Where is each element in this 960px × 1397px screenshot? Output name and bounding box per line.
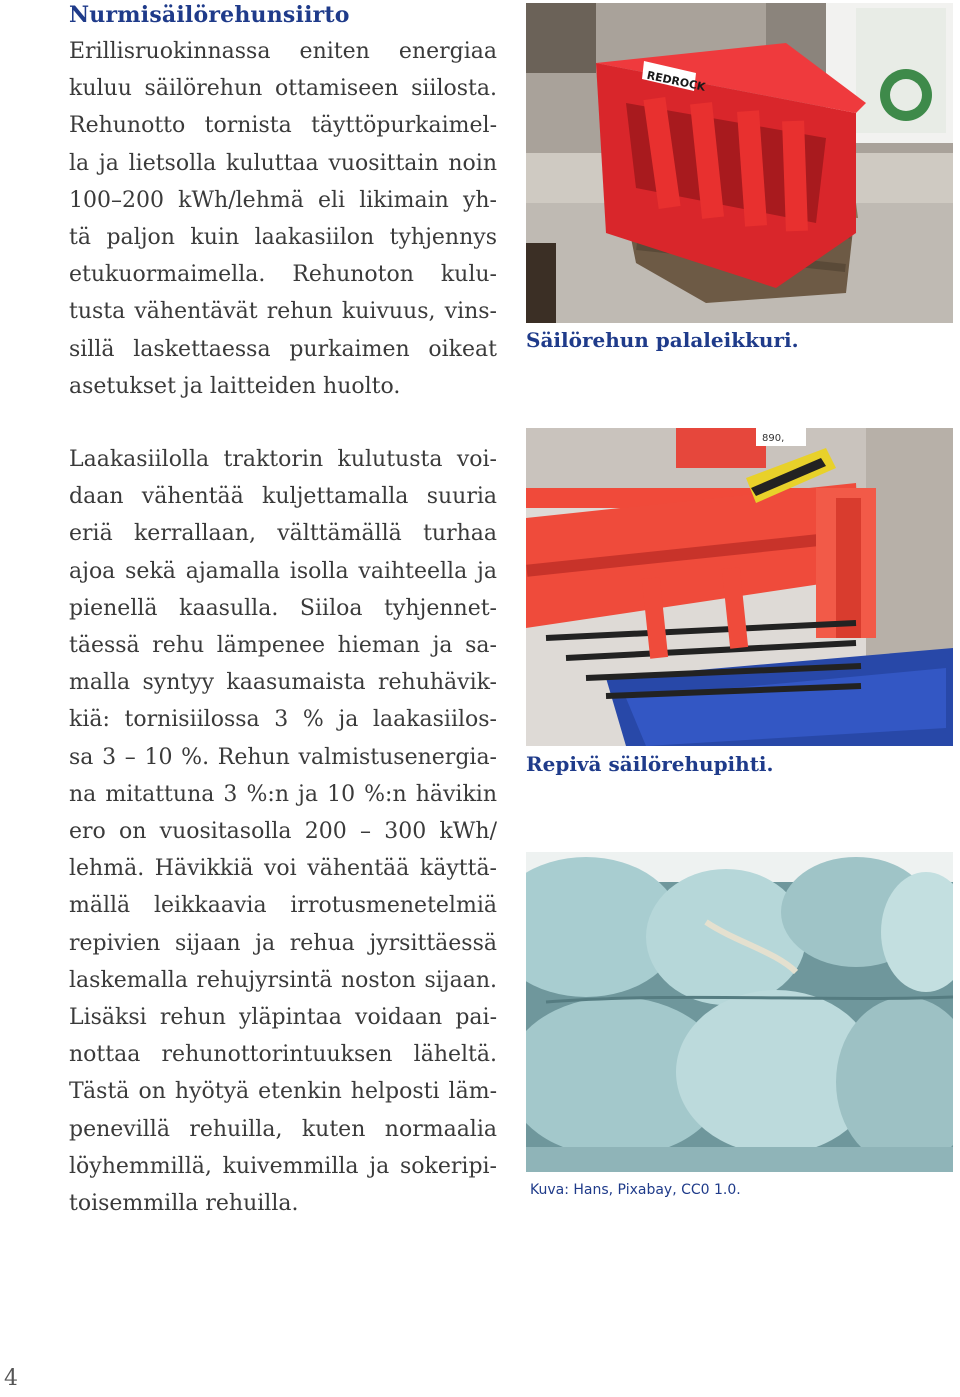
text-line: täessä rehu lämpenee hieman ja sa- [69, 633, 497, 659]
body-paragraph-1 [69, 33, 497, 405]
text-line: kuluu säilörehun ottamiseen siilosta. [69, 76, 497, 102]
text-line: toisemmilla rehuilla. [69, 1191, 299, 1217]
text-line: ero on vuositasolla 200 – 300 kWh/ [69, 819, 497, 845]
section-heading: Nurmisäilörehunsiirto [69, 2, 350, 28]
text-line: pienellä kaasulla. Siiloa tyhjennet- [69, 595, 497, 621]
photo-caption-1: Säilörehun palaleikkuri. [526, 328, 799, 352]
photo-credit: Kuva: Hans, Pixabay, CC0 1.0. [530, 1182, 741, 1198]
text-line: 100–200 kWh/lehmä eli likimain yh- [69, 187, 497, 213]
silage-cutter-photo [526, 3, 953, 323]
text-line: daan vähentää kuljettamalla suuria [69, 484, 497, 510]
text-line: Rehunotto tornista täyttöpurkaimel- [69, 113, 497, 139]
text-line: mällä leikkaavia irrotusmenetelmiä [69, 893, 497, 919]
silage-grab-photo [526, 428, 953, 746]
text-line: asetukset ja laitteiden huolto. [69, 373, 401, 399]
silage-bales-photo [526, 852, 953, 1172]
text-line: nottaa rehunottorintuuksen läheltä. [69, 1042, 497, 1068]
text-line: Lisäksi rehun yläpintaa voidaan pai- [69, 1005, 497, 1031]
text-line: Laakasiilolla traktorin kulutusta voi- [69, 447, 497, 472]
text-line: tä paljon kuin laakasiilon tyhjennys [69, 225, 497, 251]
body-paragraph-2 [69, 441, 497, 1222]
text-line: kiä: tornisiilossa 3 % ja laakasiilos- [69, 707, 497, 733]
text-line: sa 3 – 10 %. Rehun valmistusenergia- [69, 744, 497, 770]
text-line: laskemalla rehujyrsintä noston sijaan. [69, 967, 497, 993]
brand-sign: REDROCK [645, 68, 707, 94]
text-line: tusta vähentävät rehun kuivuus, vins- [69, 299, 497, 325]
text-line: malla syntyy kaasumaista rehuhävik- [69, 670, 497, 696]
text-line: Erillisruokinnassa eniten energiaa [69, 39, 497, 64]
text-line: sillä laskettaessa purkaimen oikeat [69, 336, 497, 362]
photo-caption-2: Repivä säilörehupihti. [526, 752, 774, 776]
text-line: löyhemmillä, kuivemmilla ja sokeripi- [69, 1153, 497, 1179]
text-line: la ja lietsolla kuluttaa vuosittain noin [69, 150, 497, 176]
page-number: 4 [4, 1366, 18, 1391]
text-line: penevillä rehuilla, kuten normaalia [69, 1116, 497, 1142]
text-line: lehmä. Hävikkiä voi vähentää käyttä- [69, 856, 497, 882]
text-line: ajoa sekä ajamalla isolla vaihteella ja [69, 558, 497, 584]
text-line: repivien sijaan ja rehua jyrsittäessä [69, 930, 497, 956]
price-sign: 890, [762, 433, 785, 444]
text-line: eriä kerrallaan, välttämällä turhaa [69, 521, 497, 547]
text-line: Tästä on hyötyä etenkin helposti läm- [69, 1079, 497, 1105]
text-line: etukuormaimella. Rehunoton kulu- [69, 262, 497, 288]
text-line: na mitattuna 3 %:n ja 10 %:n hävikin [69, 781, 497, 807]
